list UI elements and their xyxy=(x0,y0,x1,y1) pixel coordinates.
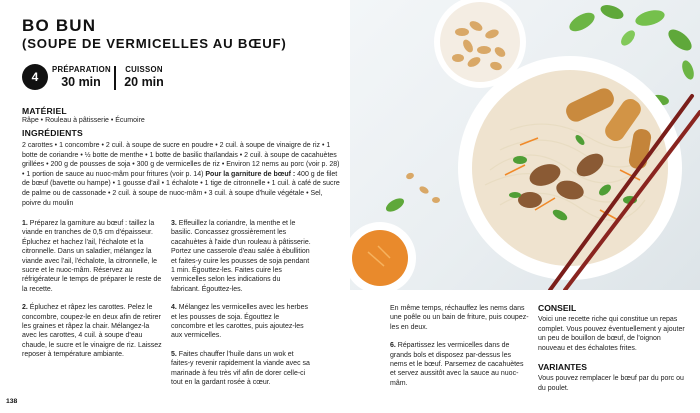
step-number: 4. xyxy=(171,304,177,312)
step-6 xyxy=(390,341,530,388)
page-number: 138 xyxy=(6,398,18,405)
garniture-label: Pour la garniture de bœuf : xyxy=(205,170,296,178)
tips-column xyxy=(538,304,688,393)
main-bowl xyxy=(458,56,682,280)
prep-label: PRÉPARATION xyxy=(52,65,111,74)
step-text: Épluchez et râpez les carottes. Pelez le concombre, coupez-le en deux afin de retirer les graines et râpez la chair. Mélangez-la avec les carottes, 4 cuil. à soupe d'eau chaude, le sucre et le vinaigre de riz. Laissez reposer à température ambiante. xyxy=(22,304,162,359)
ingredients-heading: INGRÉDIENTS xyxy=(22,128,83,138)
bo-bun-illustration xyxy=(350,0,700,290)
ingredients-list: 2 carottes • 1 concombre • 2 cuil. à soupe de sucre en poudre • 2 cuil. à soupe de vinaigre de riz • 1 botte de coriandre • ½ botte de menthe • 1 botte de basilic thaïlandais • 2 cuil. à soupe de cacahuètes grillées • 200 g de pousses de soja • 300 g de vermicelles de riz • Environ 12 nems au porc (voir p. 28) • 1 portion de sauce au nuoc-mâm pour fritures (voir p. 14) xyxy=(22,142,340,178)
time-divider xyxy=(114,66,116,90)
materiel-heading: MATÉRIEL xyxy=(22,106,67,116)
step-number: 5. xyxy=(171,350,177,358)
recipe-subtitle: (SOUPE DE VERMICELLES AU BŒUF) xyxy=(22,36,287,51)
garniture-list: 400 g de filet de bœuf (bavette ou hampe) • 1 gousse d'ail • 1 échalote • 1 tige de citronnelle • 1 cuil. à café de sucre de palme ou de cassonade • 2 cuil. à soupe de nuoc-mâm • 3 cuil. à soupe d'huile végétale • Sel, poivre du moulin xyxy=(22,170,340,207)
ingredients-text xyxy=(22,141,340,208)
prep-value: 30 min xyxy=(61,75,101,89)
steps-column-1 xyxy=(22,219,162,369)
cook-value: 20 min xyxy=(124,75,164,89)
step-5-continued xyxy=(390,304,530,332)
food-photo xyxy=(350,0,700,290)
sauce-bowl xyxy=(350,222,416,290)
recipe-title: BO BUN xyxy=(22,16,97,35)
variantes-heading: VARIANTES xyxy=(538,362,588,373)
serves-badge: 4 xyxy=(22,64,48,90)
step-text: Faites chauffer l'huile dans un wok et faites-y revenir rapidement la viande avec sa marinade à feu très vif afin de dorer celle-ci tout en la gardant rosée à cœur. xyxy=(171,350,310,387)
step-1 xyxy=(22,219,162,294)
steps-column-3 xyxy=(390,304,530,397)
conseil-heading: CONSEIL xyxy=(538,303,577,313)
variantes-text: Vous pouvez remplacer le bœuf par du porc ou du poulet. xyxy=(538,375,684,392)
right-page xyxy=(350,0,700,413)
step-number: 1. xyxy=(22,220,28,227)
step-number: 2. xyxy=(22,304,28,312)
step-2 xyxy=(22,303,162,359)
conseil-text: Voici une recette riche qui constitue un repas complet. Vous pouvez éventuellement y ajouter un peu de bouillon de bœuf, de l'oignon nouveau et des échalotes frites. xyxy=(538,316,685,352)
step-text: Mélangez les vermicelles avec les herbes et les pousses de soja. Égouttez le concombre et les carottes, puis ajoutez-les aux vermicelles. xyxy=(171,304,308,340)
step-text: Effeuillez la coriandre, la menthe et le basilic. Concassez grossièrement les cacahuètes à l'aide d'un rouleau à pâtisserie. Portez une casserole d'eau salée à ébullition et faites-y cuire les pousses de soja pendant 1 min. Égouttez-les. Faites cuire les vermicelles selon les indications du fabricant. Égouttez-les. xyxy=(171,220,311,293)
step-4 xyxy=(171,303,311,341)
step-text: Préparez la garniture au bœuf : taillez la viande en tranches de 0,5 cm d'épaisseur. Épluchez et hachez l'ail, l'échalote et la citronnelle. Dans un saladier, mélangez la viande avec l'ail, l'échalote, la citronnelle, le sucre et le nuoc-mâm. Réservez au réfrigérateur le temps de préparer le reste de la recette. xyxy=(22,220,162,293)
materiel-text: Râpe • Rouleau à pâtisserie • Écumoire xyxy=(22,117,145,124)
cook-label: CUISSON xyxy=(125,65,163,74)
step-number: 6. xyxy=(390,342,396,350)
prep-time xyxy=(52,65,110,89)
step-text: En même temps, réchauffez les nems dans une poêle ou un bain de friture, puis coupez-les en deux. xyxy=(390,305,529,331)
cook-time xyxy=(122,65,166,89)
step-3 xyxy=(171,219,311,294)
step-5 xyxy=(171,350,311,388)
steps-column-2 xyxy=(171,219,311,397)
step-text: Répartissez les vermicelles dans de grands bols et disposez par-dessus les nems et le bœuf. Parsemez de cacahuètes et servez aussitôt avec la sauce au nuoc-mâm. xyxy=(390,342,524,387)
step-number: 3. xyxy=(171,220,177,227)
